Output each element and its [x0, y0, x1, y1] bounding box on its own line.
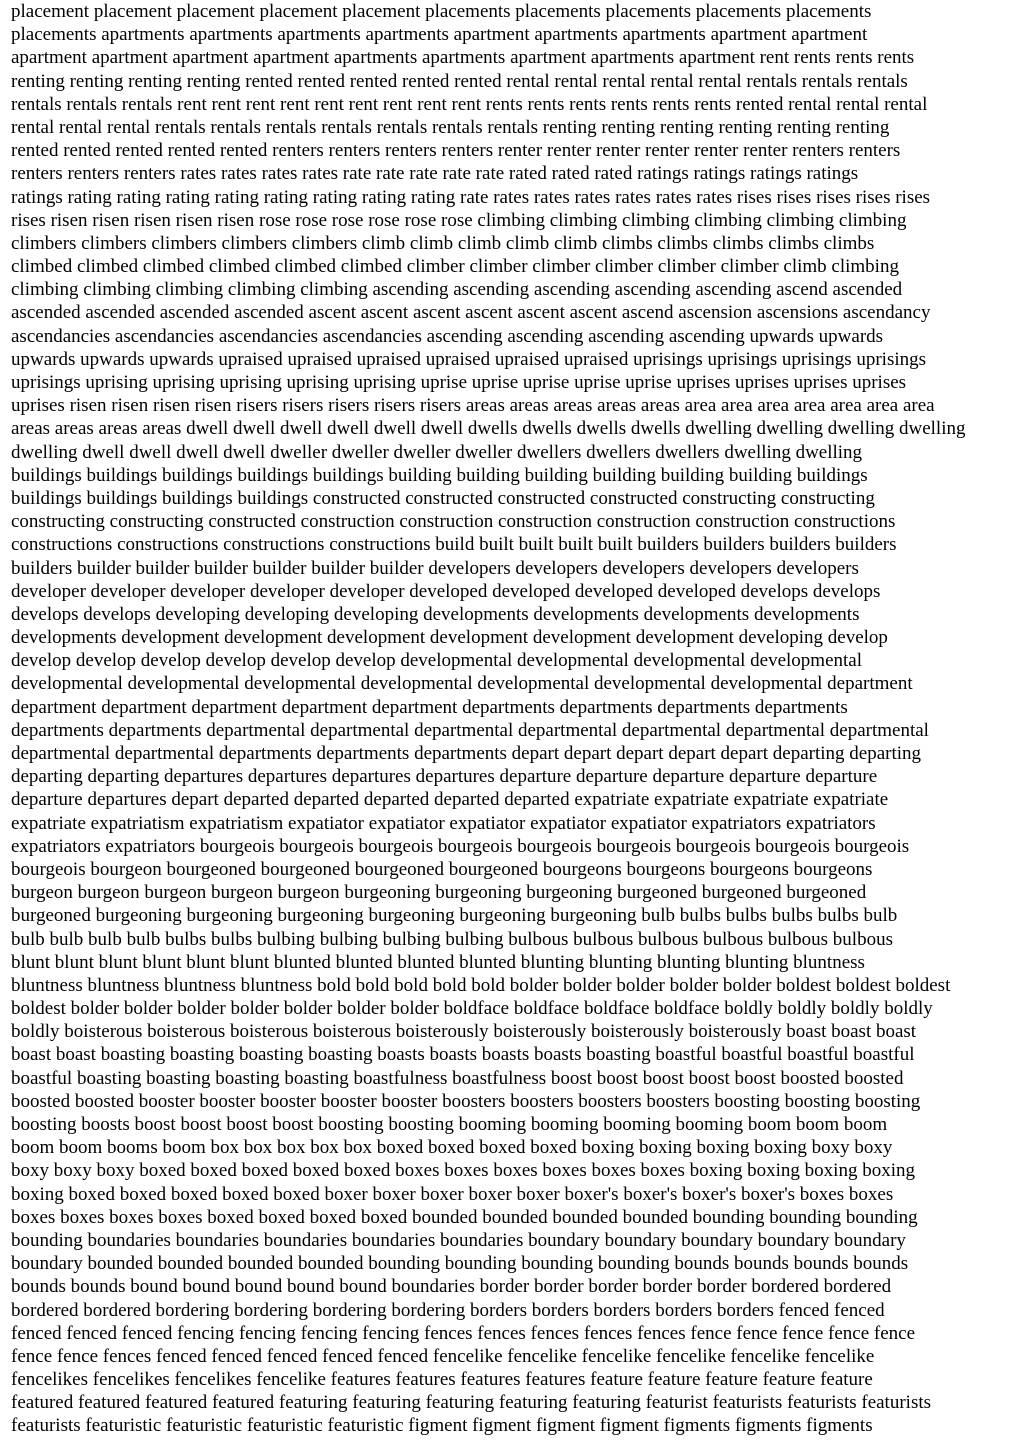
text-line: boxing boxed boxed boxed boxed boxed boxer boxer boxer boxer boxer boxer's boxer's boxer's boxer's boxes boxes	[11, 1183, 894, 1205]
text-line: climbed climbed climbed climbed climbed climbed climber climber climber climber climber climber climb climbing	[11, 256, 899, 278]
text-line: boldest bolder bolder bolder bolder bolder bolder bolder boldface boldface boldface boldface boldly boldly boldly boldly	[11, 998, 933, 1020]
text-line: bordered bordered bordering bordering bordering bordering borders borders borders borders borders fenced fenced	[11, 1299, 885, 1321]
text-line: ascendancies ascendancies ascendancies ascendancies ascending ascending ascending ascending upwards upwards	[11, 325, 884, 347]
text-line: renters renters renters rates rates rates rates rate rate rate rate rate rated rated rated ratings ratings ratings ratings	[11, 163, 859, 185]
text-line: developments development development development development development development developing develop	[11, 627, 888, 649]
text-line: bulb bulb bulb bulb bulbs bulbs bulbing bulbing bulbing bulbing bulbous bulbous bulbous bulbous bulbous bulbous	[11, 928, 893, 950]
text-line: bounds bounds bound bound bound bound bound boundaries border border border border border bordered bordered	[11, 1276, 892, 1298]
text-line: ascended ascended ascended ascended ascent ascent ascent ascent ascent ascent ascend ascension ascensions ascendancy	[11, 302, 931, 324]
text-line: boxy boxy boxy boxed boxed boxed boxed boxed boxes boxes boxes boxes boxes boxes boxing boxing boxing boxing	[11, 1160, 915, 1182]
text-line: departing departing departures departures departures departures departure departure departure departure departure	[11, 766, 878, 788]
text-line: placement placement placement placement placement placements placements placements placements placements	[11, 1, 872, 22]
text-line: boom boom booms boom box box box box box boxed boxed boxed boxed boxing boxing boxing boxing boxy boxy	[11, 1137, 893, 1159]
text-line: departure departures depart departed departed departed departed departed expatriate expatriate expatriate expatriate	[11, 789, 889, 811]
text-line: featured featured featured featured featuring featuring featuring featuring featuring featurist featurists featurists featurists	[11, 1392, 932, 1414]
text-line: rented rented rented rented rented renters renters renters renters renter renter renter renter renter renter renters renters	[11, 140, 901, 162]
text-line: featurists featuristic featuristic featuristic featuristic figment figment figment figment figments figments figments	[11, 1415, 873, 1437]
text-line: placements apartments apartments apartments apartments apartment apartments apartments apartment apartment	[11, 24, 868, 46]
text-line: boosted boosted booster booster booster booster booster boosters boosters boosters boosters boosting boosting boosting	[11, 1090, 921, 1112]
text-line: boxes boxes boxes boxes boxed boxed boxed boxed bounded bounded bounded bounded bounding bounding bounding	[11, 1206, 918, 1228]
text-line: constructing constructing constructed construction construction construction construction construction constructions	[11, 511, 896, 533]
text-line: upwards upwards upwards upraised upraised upraised upraised upraised upraised uprisings uprisings uprisings uprisings	[11, 348, 927, 370]
text-line: blunt blunt blunt blunt blunt blunt blunted blunted blunted blunted blunting blunting blunting blunting bluntness	[11, 951, 865, 973]
text-line: boast boast boasting boasting boasting boasting boasts boasts boasts boasts boasting boastful boastful boastful boastful	[11, 1044, 915, 1066]
text-line: expatriate expatriatism expatriatism expatiator expatiator expatiator expatiator expatiator expatriators expatriators	[11, 812, 876, 834]
text-line: bourgeois bourgeon bourgeoned bourgeoned bourgeoned bourgeoned bourgeons bourgeons bourgeons bourgeons	[11, 858, 873, 880]
text-line: dwelling dwell dwell dwell dwell dweller dweller dweller dweller dwellers dwellers dwellers dwelling dwelling	[11, 441, 863, 463]
text-line: rental rental rental rentals rentals rentals rentals rentals rentals rentals renting renting renting renting renting renting	[11, 116, 890, 138]
text-line: bounding boundaries boundaries boundaries boundaries boundaries boundary boundary boundary boundary boundary	[11, 1229, 906, 1251]
text-line: buildings buildings buildings buildings buildings building building building building building building buildings	[11, 464, 868, 486]
text-line: builders builder builder builder builder builder builder developers developers developers developers developers	[11, 557, 859, 579]
text-line: climbers climbers climbers climbers climbers climb climb climb climb climb climbs climbs climbs climbs climbs	[11, 232, 875, 254]
text-line: areas areas areas areas dwell dwell dwell dwell dwell dwell dwells dwells dwells dwells dwelling dwelling dwelling dwelling	[11, 418, 966, 440]
text-line: buildings buildings buildings buildings constructed constructed constructed constructed constructing constructing	[11, 487, 875, 509]
text-line: boldly boisterous boisterous boisterous boisterous boisterously boisterously boisterously boisterously boast boast boast	[11, 1021, 917, 1043]
text-line: constructions constructions constructions constructions build built built built built builders builders builders builders	[11, 534, 897, 556]
text-line: departments departments departmental departmental departmental departmental departmental departmental departmental	[11, 719, 929, 741]
text-line: burgeoned burgeoning burgeoning burgeoning burgeoning burgeoning burgeoning bulb bulbs bulbs bulbs bulbs bulb	[11, 905, 898, 927]
text-line: boundary bounded bounded bounded bounded bounding bounding bounding bounding bounds bounds bounds bounds	[11, 1253, 909, 1275]
text-line: expatriators expatriators bourgeois bourgeois bourgeois bourgeois bourgeois bourgeois bourgeois bourgeois bourgeois	[11, 835, 910, 857]
text-line: fenced fenced fenced fencing fencing fencing fencing fences fences fences fences fences fence fence fence fence fence	[11, 1322, 916, 1344]
text-line: developer developer developer developer developer developed developed developed developed develops develops	[11, 580, 881, 602]
text-line: department department department department department departments departments departments departments	[11, 696, 848, 718]
text-line: uprises risen risen risen risen risers risers risers risers risers areas areas areas areas areas area area area area area area area	[11, 395, 935, 417]
text-line: developmental developmental developmental developmental developmental developmental developmental department	[11, 673, 913, 695]
text-line: departmental departmental departments departments departments depart depart depart depart depart departing departing	[11, 743, 922, 764]
text-line: renting renting renting renting rented rented rented rented rented rental rental rental rental rental rentals rentals rentals	[11, 70, 908, 92]
text-line: apartment apartment apartment apartment apartments apartments apartment apartments apartment rent rents rents rents	[11, 47, 915, 69]
text-line: bluntness bluntness bluntness bluntness bold bold bold bold bold bolder bolder bolder bolder bolder boldest boldest boldest	[11, 974, 951, 996]
text-line: fence fence fences fenced fenced fenced fenced fenced fencelike fencelike fencelike fencelike fencelike fencelike	[11, 1345, 875, 1367]
text-line: boosting boosts boost boost boost boost boosting boosting booming booming booming booming boom boom boom	[11, 1114, 888, 1135]
text-line: burgeon burgeon burgeon burgeon burgeon burgeoning burgeoning burgeoning burgeoned burgeoned burgeoned	[11, 882, 867, 904]
text-line: develop develop develop develop develop develop developmental developmental developmental developmental	[11, 650, 863, 672]
text-line: rises risen risen risen risen risen rose rose rose rose rose rose climbing climbing climbing climbing climbing climbing	[11, 209, 907, 231]
text-line: boastful boasting boasting boasting boasting boastfulness boastfulness boost boost boost boost boost boosted boosted	[11, 1067, 904, 1089]
text-line: fencelikes fencelikes fencelikes fencelike features features features features feature feature feature feature feature	[11, 1369, 873, 1391]
text-line: uprisings uprising uprising uprising uprising uprising uprise uprise uprise uprise uprise uprises uprises uprises uprises	[11, 372, 907, 393]
text-line: ratings rating rating rating rating rating rating rating rating rate rates rates rates rates rates rates rises rises rises rises rises	[11, 186, 931, 208]
text-line: develops develops developing developing developing developments developments developments developments	[11, 603, 860, 625]
text-line: climbing climbing climbing climbing climbing ascending ascending ascending ascending ascending ascend ascended	[11, 279, 903, 301]
text-line: rentals rentals rentals rent rent rent rent rent rent rent rent rent rents rents rents rents rents rents rented rental rental rental	[11, 93, 928, 115]
